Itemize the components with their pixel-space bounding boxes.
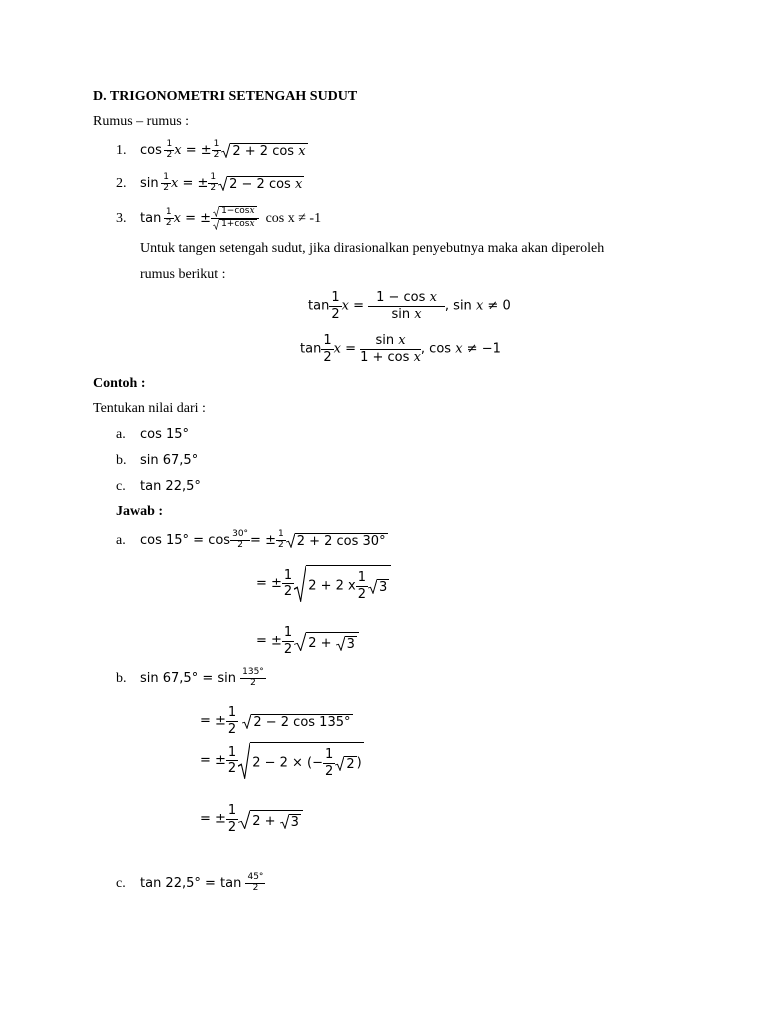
section-title: D. TRIGONOMETRI SETENGAH SUDUT — [93, 89, 358, 104]
formula-2: 2. sin $\frac{1}{2}$ x = ± $\frac{1}{2}$ 2 − 2 cos x — [116, 172, 303, 193]
rumus-intro: Rumus – rumus : — [93, 114, 190, 129]
answer-a-line3: = ± $\frac{1}{2}$ 2 + 3 — [256, 625, 359, 657]
radicand: 2 + 2 cos — [232, 143, 295, 159]
answer-a-line1: a. cos 15° = cos $\frac{30^\circ}{2}$ = ± $\frac{1}{2}$ 2 + 2 cos 30° — [116, 529, 386, 550]
formula-number: 3. — [116, 210, 127, 226]
formula-number: 1. — [116, 142, 127, 158]
contoh-item: c. tan 22,5° — [116, 479, 201, 494]
answer-b-line2: = ± $\frac{1}{2}$ 2 − 2 cos 135° — [200, 705, 351, 737]
answer-b-line3: = ± $\frac{1}{2}$ 2 − 2 × (− $\frac{1}{2}$ 2 ) — [200, 742, 364, 779]
formula-number: 2. — [116, 175, 127, 191]
tangent-note-line2: rumus berikut : — [140, 267, 226, 282]
jawab-label: Jawab : — [116, 504, 164, 519]
formula-3: 3. tan $\frac{1}{2}$ x = ± $\frac{1-\cos x}{1+\cos x}$ cos x ≠ -1 — [116, 206, 322, 229]
formula-func: sin — [140, 175, 159, 191]
answer-b-line1: b. sin 67,5° = sin $\frac{135^\circ}{2}$ — [116, 667, 264, 688]
formula-1: 1. cos $\frac{1}{2}$ x = ± $\frac{1}{2}$ 2 + 2 cos x — [116, 139, 306, 160]
answer-c-line1: c. tan 22,5° = tan $\frac{45^\circ}{2}$ — [116, 872, 264, 893]
tan-half-eq-2: tan $\frac{1}{2}$ x = $\frac{\text{sin x}}{\text{1 + cos x}}$ , cos x ≠ −1 — [300, 333, 501, 365]
contoh-prompt: Tentukan nilai dari : — [93, 401, 206, 416]
formula-3-condition: cos x ≠ -1 — [265, 210, 322, 226]
tan-half-eq-1: tan $\frac{1}{2}$ x = $\frac{\text{1 − cos x}}{\text{sin x}}$ , sin x ≠ 0 — [308, 290, 511, 322]
contoh-title: Contoh : — [93, 376, 146, 391]
formula-func: tan — [140, 210, 162, 226]
answer-b-line4: = ± $\frac{1}{2}$ 2 + 3 — [200, 803, 303, 835]
radicand: 2 − 2 cos — [229, 176, 291, 192]
tangent-note-line1: Untuk tangen setengah sudut, jika dirasionalkan penyebutnya maka akan diperoleh — [140, 241, 605, 256]
sqrt-radical: 2 + 2 cos x — [221, 143, 307, 158]
answer-a-line2: = ± $\frac{1}{2}$ 2 + 2 x $\frac{1}{2}$ 3 — [256, 565, 391, 602]
contoh-item: a. cos 15° — [116, 427, 190, 442]
formula-func: cos — [140, 142, 162, 158]
contoh-item: b. sin 67,5° — [116, 453, 199, 468]
sqrt-radical: 2 − 2 cos x — [218, 176, 304, 191]
